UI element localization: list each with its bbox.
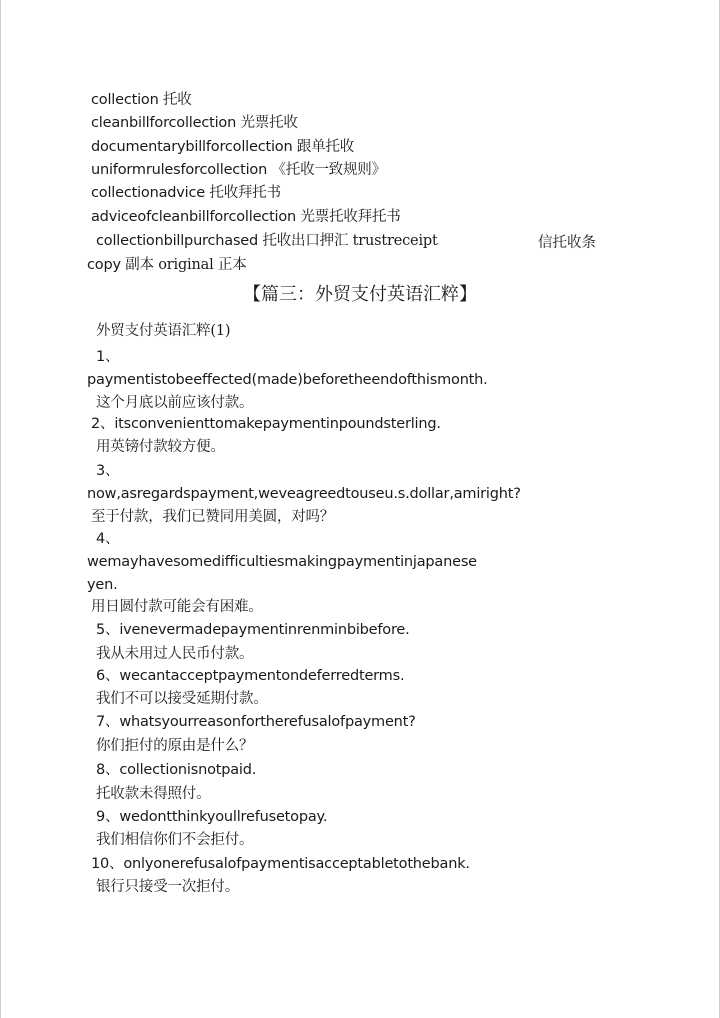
section-title: 【篇三：外贸支付英语汇粹】 — [243, 284, 477, 305]
sentence-en: 5、ivenevermadepaymentinrenminbibefore. — [96, 622, 410, 638]
sentence-en: wemayhavesomedifficultiesmakingpaymentinjapanese — [87, 554, 477, 570]
glossary-cn: 光票托收 — [240, 115, 298, 131]
side-note: 信托收条 — [538, 235, 596, 251]
subtitle: 外贸支付英语汇粹(1) — [96, 323, 231, 339]
sentence-en-continued: yen. — [87, 577, 118, 593]
glossary-en: adviceofcleanbillforcollection — [91, 209, 297, 225]
glossary-item — [91, 137, 354, 157]
glossary-cn: 托收出口押汇 trustreceipt — [262, 233, 438, 249]
sentence-cn: 至于付款，我们已赞同用美圆，对吗？ — [91, 509, 335, 525]
sentence-cn: 我从未用过人民币付款。 — [96, 646, 254, 662]
glossary-en: collection — [91, 92, 159, 108]
glossary-item — [87, 255, 247, 275]
sentence-en: now,asregardspayment,weveagreedtouseu.s.dollar,amiright? — [87, 486, 521, 502]
sentence-en: 2、itsconvenienttomakepaymentinpoundsterling. — [91, 416, 441, 432]
sentence-cn: 我们相信你们不会拒付。 — [96, 832, 254, 848]
glossary-en: uniformrulesforcollection — [91, 162, 268, 178]
glossary-en: collectionadvice — [91, 185, 205, 201]
glossary-en: cleanbillforcollection — [91, 115, 237, 131]
sentence-cn: 银行只接受一次拒付。 — [96, 879, 239, 895]
glossary-en: copy — [87, 257, 121, 273]
glossary-item — [91, 160, 386, 180]
glossary-cn: 托收 — [163, 92, 192, 108]
glossary-en: collectionbillpurchased — [96, 233, 259, 249]
glossary-cn: 跟单托收 — [296, 139, 355, 155]
sentence-number: 4、 — [96, 531, 120, 547]
sentence-en: 9、wedontthinkyoullrefusetopay. — [96, 809, 328, 825]
sentence-en: 6、wecantacceptpaymentondeferredterms. — [96, 668, 405, 684]
sentence-cn: 你们拒付的原由是什么？ — [96, 738, 254, 754]
sentence-en: 7、whatsyourreasonfortherefusalofpayment? — [96, 714, 416, 730]
page-border-left — [0, 0, 1, 1018]
sentence-cn: 用日圆付款可能会有困难。 — [91, 599, 263, 615]
glossary-en: documentarybillforcollection — [91, 139, 293, 155]
glossary-cn: 《托收一致规则》 — [271, 162, 386, 178]
glossary-item — [91, 183, 281, 203]
sentence-number: 1、 — [96, 349, 120, 365]
glossary-cn: 光票托收拜托书 — [300, 209, 401, 225]
glossary-item — [91, 90, 192, 110]
sentence-cn: 我们不可以接受延期付款。 — [96, 691, 268, 707]
glossary-cn: 副本 original 正本 — [125, 257, 247, 273]
sentence-cn: 托收款未得照付。 — [96, 786, 211, 802]
glossary-cn: 托收拜托书 — [209, 185, 281, 201]
glossary-item — [91, 207, 401, 227]
sentence-en: 10、onlyonerefusalofpaymentisacceptabletothebank. — [91, 856, 470, 872]
glossary-item — [91, 113, 298, 133]
sentence-number: 3、 — [96, 463, 120, 479]
glossary-item — [96, 231, 438, 251]
sentence-en: 8、collectionisnotpaid. — [96, 762, 257, 778]
sentence-cn: 用英镑付款较方便。 — [96, 439, 225, 455]
sentence-cn: 这个月底以前应该付款。 — [96, 395, 254, 411]
sentence-en: paymentistobeeffected(made)beforetheendofthismonth. — [87, 372, 488, 388]
